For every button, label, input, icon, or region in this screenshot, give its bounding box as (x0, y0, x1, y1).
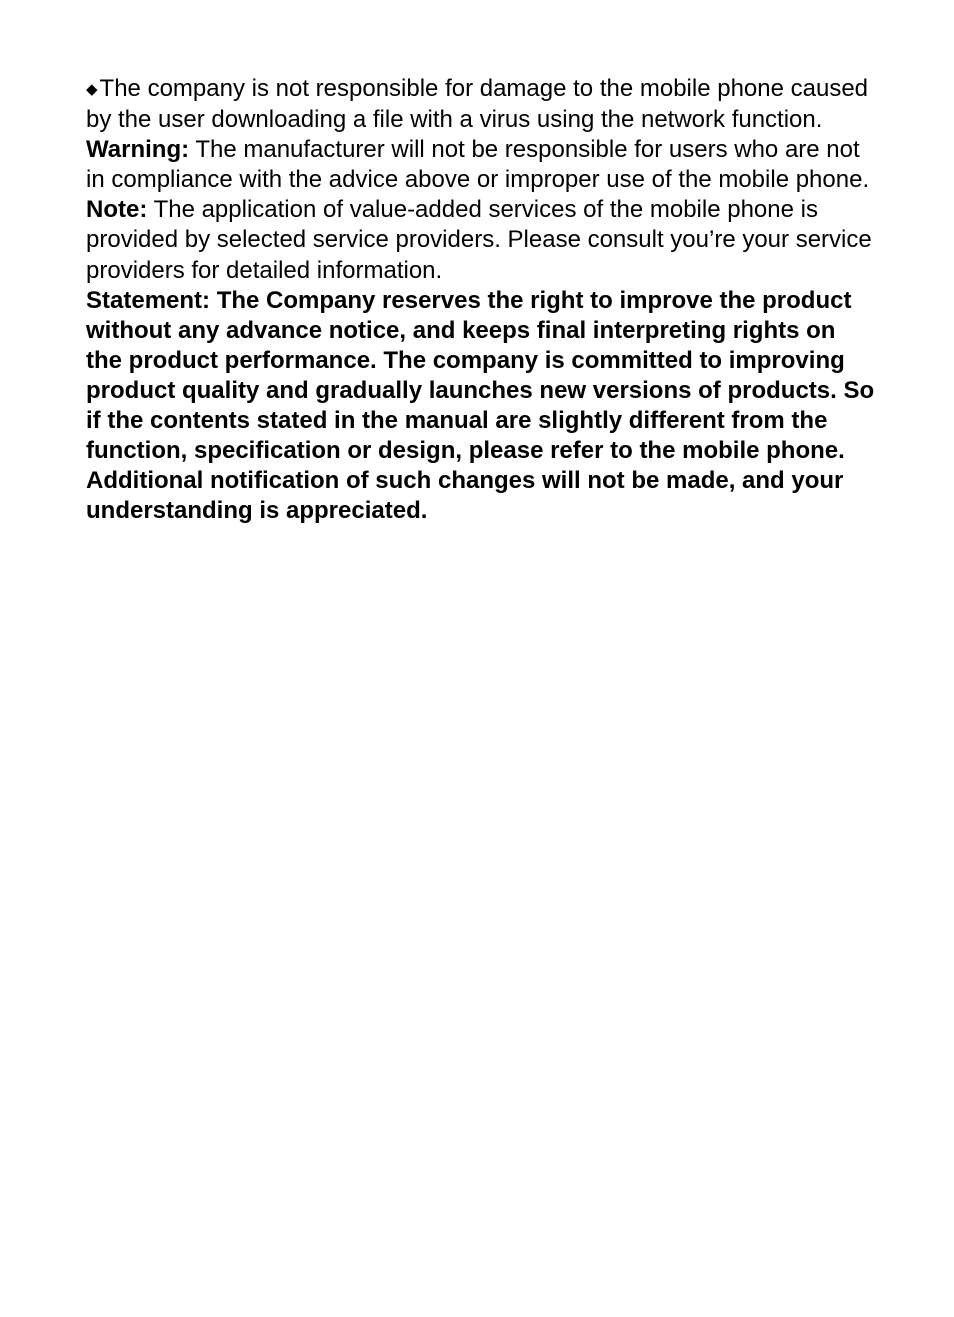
warning-paragraph (86, 135, 876, 195)
note-paragraph (86, 195, 876, 285)
statement-paragraph: Statement: The Company reserves the right to improve the product without any advance notice, and keeps final interpreting rights on the product performance. The company is committed to improving product quality and gradually launches new versions of products. So if the contents stated in the manual are slightly different from the function, specification or design, please refer to the mobile phone. Additional notification of such changes will not be made, and your understanding is appreciated. (86, 286, 875, 525)
warning-label: Warning: (86, 136, 190, 164)
note-label: Note: (86, 196, 148, 224)
diamond-bullet-icon: ◆ (86, 81, 98, 98)
note-text: The application of value-added services of the mobile phone is provided by selected service providers. Please consult you’re your service providers for detailed information. (86, 196, 872, 284)
disclaimer-bullet-paragraph (86, 74, 876, 135)
disclaimer-bullet-text: The company is not responsible for damage to the mobile phone caused by the user downloading a file with a virus using the network function. (86, 75, 869, 134)
document-page (86, 74, 876, 526)
warning-text: The manufacturer will not be responsible for users who are not in compliance with the advice above or improper use of the mobile phone. (86, 136, 870, 194)
